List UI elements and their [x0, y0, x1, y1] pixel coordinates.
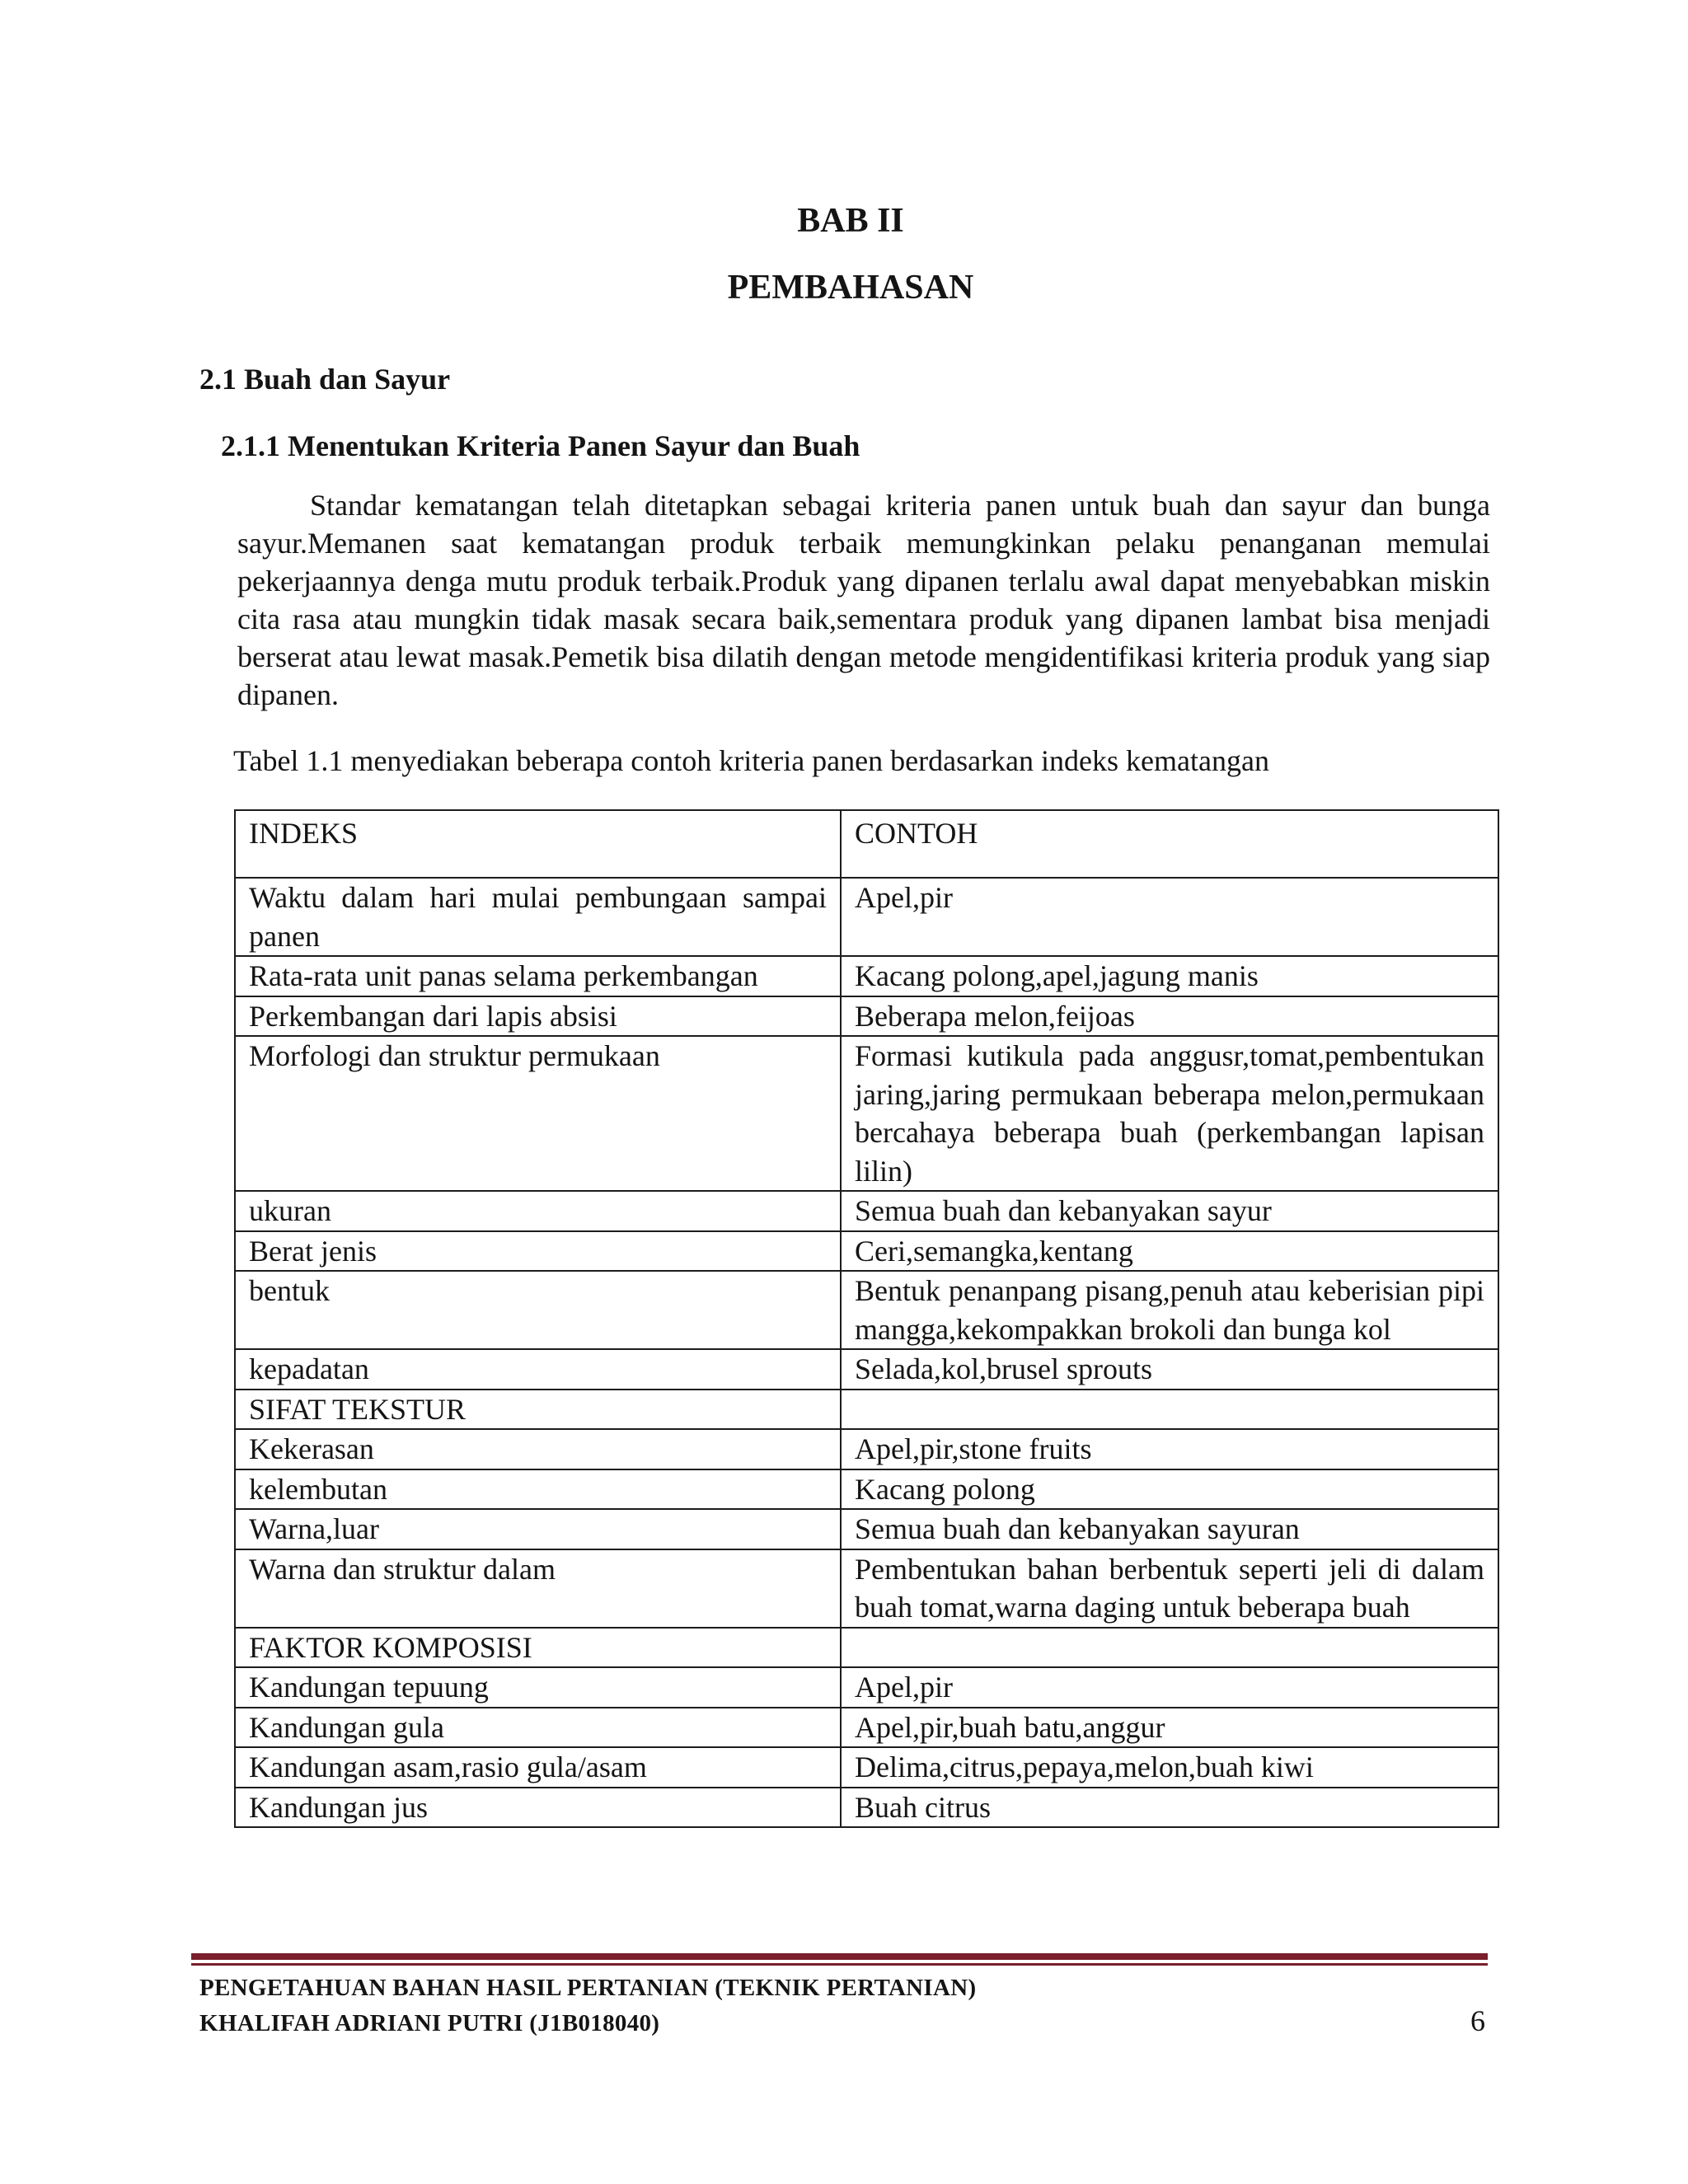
index-cell: Kandungan jus	[235, 1788, 841, 1828]
chapter-title: PEMBAHASAN	[727, 269, 974, 307]
example-cell	[841, 1390, 1498, 1430]
index-cell: kepadatan	[235, 1349, 841, 1390]
subsection-heading: 2.1.1 Menentukan Kriteria Panen Sayur dan Buah	[221, 429, 860, 462]
example-cell: Formasi kutikula pada anggusr,tomat,pembentukan jaring,jaring permukaan beberapa melon,permukaan bercahaya beberapa buah (perkembangan lapisan lilin)	[841, 1036, 1498, 1191]
table-row	[235, 1788, 1498, 1828]
table-row	[235, 956, 1498, 996]
table-row	[235, 1271, 1498, 1349]
table-header-cell: INDEKS	[235, 810, 841, 878]
footer-rule	[191, 1963, 1488, 1966]
page-number: 6	[1470, 2004, 1485, 2037]
table-header-cell: CONTOH	[841, 810, 1498, 878]
example-cell: Buah citrus	[841, 1788, 1498, 1828]
table-caption: Tabel 1.1 menyediakan beberapa contoh kriteria panen berdasarkan indeks kematangan	[233, 744, 1269, 777]
index-cell: ukuran	[235, 1191, 841, 1231]
chapter-number: BAB II	[797, 202, 904, 240]
example-cell: Ceri,semangka,kentang	[841, 1231, 1498, 1272]
example-cell: Selada,kol,brusel sprouts	[841, 1349, 1498, 1390]
index-cell: Warna dan struktur dalam	[235, 1549, 841, 1628]
example-cell: Apel,pir	[841, 878, 1498, 956]
table-row	[235, 1036, 1498, 1191]
table-row	[235, 1349, 1498, 1390]
footer-author: KHALIFAH ADRIANI PUTRI (J1B018040)	[199, 2010, 660, 2036]
index-cell: FAKTOR KOMPOSISI	[235, 1628, 841, 1668]
example-cell: Delima,citrus,pepaya,melon,buah kiwi	[841, 1747, 1498, 1788]
harvest-criteria-table	[234, 809, 1499, 1828]
index-cell: Kekerasan	[235, 1429, 841, 1469]
index-cell: Morfologi dan struktur permukaan	[235, 1036, 841, 1191]
table-row	[235, 1429, 1498, 1469]
index-cell: Berat jenis	[235, 1231, 841, 1272]
index-cell: Waktu dalam hari mulai pembungaan sampai panen	[235, 878, 841, 956]
index-cell: SIFAT TEKSTUR	[235, 1390, 841, 1430]
footer-course: PENGETAHUAN BAHAN HASIL PERTANIAN (TEKNIK PERTANIAN)	[199, 1975, 977, 2001]
index-cell: Warna,luar	[235, 1509, 841, 1549]
example-cell	[841, 1628, 1498, 1668]
index-cell: bentuk	[235, 1271, 841, 1349]
table-row	[235, 1708, 1498, 1748]
table-row	[235, 1469, 1498, 1510]
index-cell: Rata-rata unit panas selama perkembangan	[235, 956, 841, 996]
example-cell: Apel,pir,stone fruits	[841, 1429, 1498, 1469]
index-cell: kelembutan	[235, 1469, 841, 1510]
table-row	[235, 1509, 1498, 1549]
table-row	[235, 878, 1498, 956]
body-paragraph: Standar kematangan telah ditetapkan sebagai kriteria panen untuk buah dan sayur dan bunga sayur.Memanen saat kematangan produk terbaik memungkinkan pelaku penanganan memulai pekerjaannya denga mutu produk terbaik.Produk yang dipanen terlalu awal dapat menyebabkan miskin cita rasa atau mungkin tidak masak secara baik,sementara produk yang dipanen lambat bisa menjadi berserat atau lewat masak.Pemetik bisa dilatih dengan metode mengidentifikasi kriteria produk yang siap dipanen.	[237, 489, 1490, 711]
example-cell: Apel,pir	[841, 1667, 1498, 1708]
table-row	[235, 1231, 1498, 1272]
table-header-row	[235, 810, 1498, 878]
footer-rule	[191, 1953, 1488, 1960]
index-cell: Kandungan tepuung	[235, 1667, 841, 1708]
table-row	[235, 1390, 1498, 1430]
example-cell: Apel,pir,buah batu,anggur	[841, 1708, 1498, 1748]
section-heading: 2.1 Buah dan Sayur	[199, 363, 451, 396]
table-row	[235, 1549, 1498, 1628]
example-cell: Semua buah dan kebanyakan sayur	[841, 1191, 1498, 1231]
example-cell: Semua buah dan kebanyakan sayuran	[841, 1509, 1498, 1549]
example-cell: Bentuk penanpang pisang,penuh atau keberisian pipi mangga,kekompakkan brokoli dan bunga kol	[841, 1271, 1498, 1349]
index-cell: Kandungan asam,rasio gula/asam	[235, 1747, 841, 1788]
example-cell: Pembentukan bahan berbentuk seperti jeli di dalam buah tomat,warna daging untuk beberapa buah	[841, 1549, 1498, 1628]
table-row	[235, 996, 1498, 1037]
table-row	[235, 1747, 1498, 1788]
index-cell: Kandungan gula	[235, 1708, 841, 1748]
example-cell: Kacang polong	[841, 1469, 1498, 1510]
example-cell: Kacang polong,apel,jagung manis	[841, 956, 1498, 996]
table-row	[235, 1667, 1498, 1708]
index-cell: Perkembangan dari lapis absisi	[235, 996, 841, 1037]
example-cell: Beberapa melon,feijoas	[841, 996, 1498, 1037]
table-row	[235, 1628, 1498, 1668]
table-row	[235, 1191, 1498, 1231]
